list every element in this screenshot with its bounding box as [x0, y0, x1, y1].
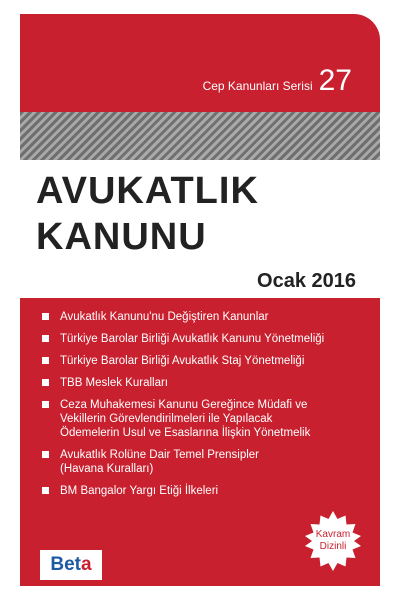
- list-item-text: Avukatlık Rolüne Dair Temel Prensipler: [60, 449, 259, 461]
- publisher-logo: [40, 550, 102, 580]
- edition-date: Ocak 2016: [257, 270, 356, 292]
- list-item-text: BM Bangalor Yargı Etiği İlkeleri: [60, 485, 219, 497]
- list-item-text: Avukatlık Kanunu'nu Değiştiren Kanunlar: [60, 311, 269, 323]
- list-item-text: Türkiye Barolar Birliği Avukatlık Staj Yönetmeliği: [60, 355, 305, 367]
- logo-text-end: a: [81, 554, 92, 575]
- list-item-text: TBB Meslek Kuralları: [60, 377, 169, 389]
- badge-text: [316, 529, 350, 553]
- list-item-text: Ödemelerin Usul ve Esaslarına İlişkin Yönetmelik: [60, 427, 311, 439]
- square-bullet-icon: [42, 357, 49, 364]
- square-bullet-icon: [42, 401, 49, 408]
- striped-band: [20, 112, 380, 160]
- series-label: Cep Kanunları Serisi: [202, 79, 313, 93]
- square-bullet-icon: [42, 451, 49, 458]
- square-bullet-icon: [42, 335, 49, 342]
- square-bullet-icon: [42, 379, 49, 386]
- list-item: [42, 398, 357, 440]
- contents-list: [42, 310, 357, 506]
- title-line-2: KANUNU: [36, 216, 207, 258]
- square-bullet-icon: [42, 313, 49, 320]
- list-item: [42, 448, 357, 476]
- title-line-1: AVUKATLIK: [36, 170, 259, 212]
- list-item: [42, 310, 357, 324]
- book-cover: [20, 14, 380, 586]
- series-number: 27: [318, 64, 352, 97]
- badge-line-1: Kavram: [315, 529, 351, 540]
- logo-text-main: Bet: [50, 554, 82, 575]
- book-title: [36, 168, 259, 260]
- badge-line-2: Dizinli: [319, 541, 347, 552]
- index-badge: [302, 510, 364, 572]
- list-item-text: Vekillerin Görevlendirilmeleri ile Yapılacak: [60, 413, 273, 425]
- list-item-text: Ceza Muhakemesi Kanunu Gereğince Müdafi ve: [60, 399, 308, 411]
- square-bullet-icon: [42, 487, 49, 494]
- list-item: [42, 332, 357, 346]
- series-info: [203, 64, 352, 98]
- list-item-text: Türkiye Barolar Birliği Avukatlık Kanunu Yönetmeliği: [60, 333, 325, 345]
- list-item-text: (Havana Kuralları): [60, 463, 154, 475]
- list-item: [42, 484, 357, 498]
- list-item: [42, 376, 357, 390]
- title-panel: [20, 160, 380, 298]
- list-item: [42, 354, 357, 368]
